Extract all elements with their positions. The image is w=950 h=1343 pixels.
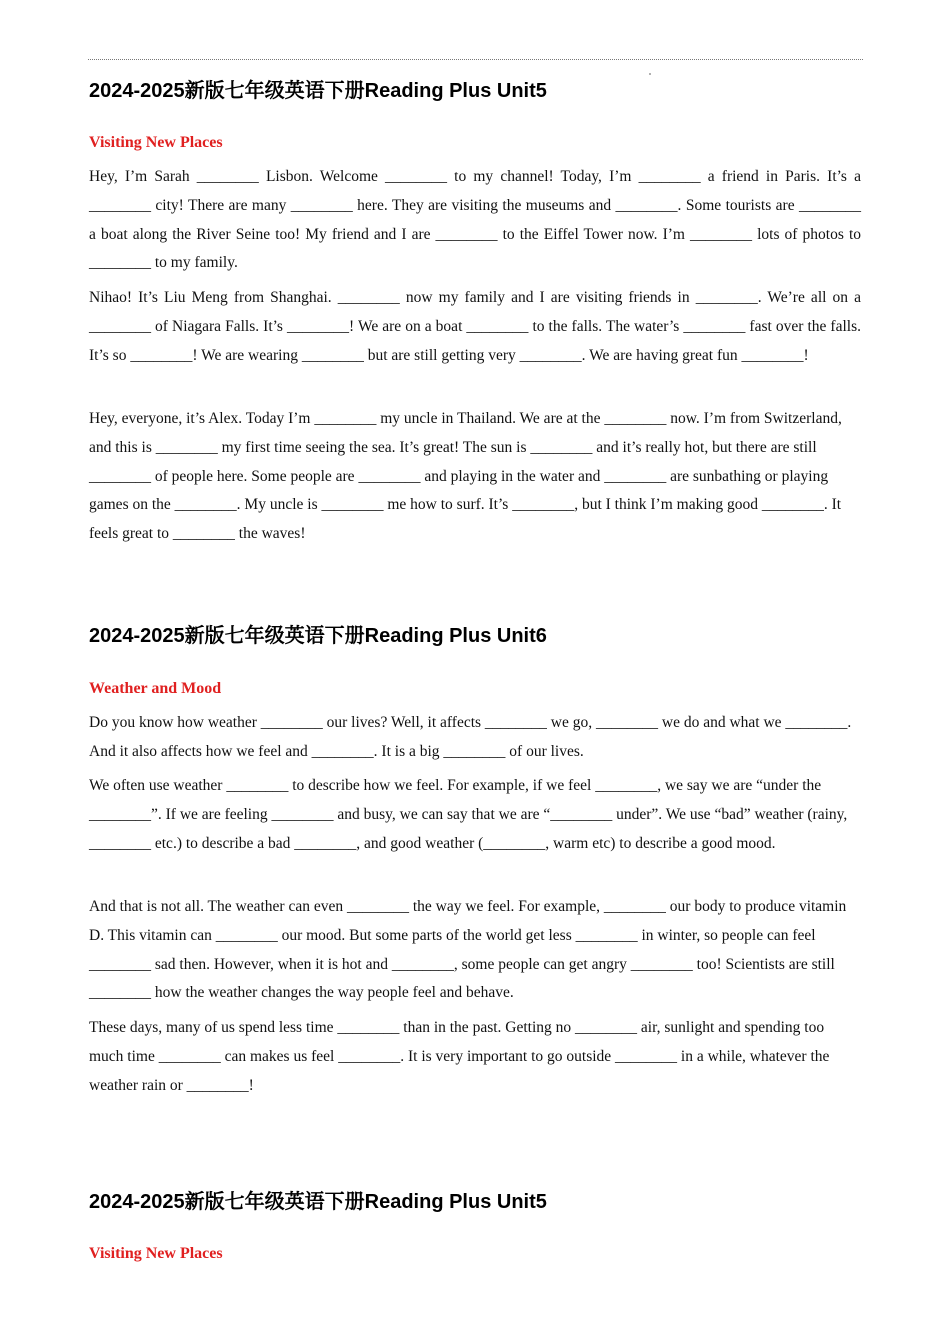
unit5-title: 2024-2025新版七年级英语下册Reading Plus Unit5: [89, 80, 547, 102]
unit5-paragraph-3: Hey, everyone, it’s Alex. Today I’m ________ my uncle in Thailand. We are at the ________ now. I’m from Switzerland, and this is ________ my first time seeing the sea. It’s great! The sun is ________ and it’s really hot, but there are still ________ of people here. Some people are ________ and playing in the water and ________ are sunbathing or playing games on the ________. My uncle is ________ me how to surf. It’s ________, but I think I’m making good ________. It feels great to ________ the waves!: [89, 410, 842, 543]
unit6-paragraph-2: We often use weather ________ to describe how we feel. For example, if we feel ________, we say we are “under the ________”. If we are feeling ________ and busy, we can say that we are “________ under”. We use “bad” weather (rainy, ________ etc.) to describe a bad ________, and good weather (________, warm etc) to describe a good mood.: [89, 777, 848, 852]
unit6-title: 2024-2025新版七年级英语下册Reading Plus Unit6: [89, 625, 547, 647]
header-dotted-rule: [88, 59, 863, 60]
unit6-paragraph-3: And that is not all. The weather can even ________ the way we feel. For example, ________ our body to produce vitamin D. This vitamin can ________ our mood. But some parts of the world get less ________ in winter, so people can feel ________ sad then. However, when it is hot and ________, some people can get angry ________ too! Scientists are still ________ how the weather changes the way people feel and behave.: [89, 898, 847, 1002]
unit6-paragraph-1: Do you know how weather ________ our lives? Well, it affects ________ we go, ________ we do and what we ________. And it also affects how we feel and ________. It is a big ________ of our lives.: [89, 714, 852, 760]
unit5-subtitle: Visiting New Places: [89, 134, 223, 151]
unit5-paragraph-2: Nihao! It’s Liu Meng from Shanghai. ________ now my family and I are visiting friends in ________. We’re all on a ________ of Niagara Falls. It’s ________! We are on a boat ________ to the falls. The water’s ________ fast over the falls. It’s so ________! We are wearing ________ but are still getting very ________. We are having great fun ________!: [89, 289, 861, 364]
header-dot: [649, 73, 651, 75]
unit6-paragraph-4: These days, many of us spend less time ________ than in the past. Getting no ________ air, sunlight and spending too much time ________ can makes us feel ________. It is very important to go outside ________ in a while, whatever the weather rain or ________!: [89, 1019, 830, 1094]
unit5-paragraph-1: Hey, I’m Sarah ________ Lisbon. Welcome ________ to my channel! Today, I’m ________ a friend in Paris. It’s a ________ city! There are many ________ here. They are visiting the museums and ________. Some tourists are ________ a boat along the River Seine too! My friend and I are ________ to the Eiffel Tower now. I’m ________ lots of photos to ________ to my family.: [89, 168, 861, 272]
unit5-repeat-subtitle: Visiting New Places: [89, 1245, 223, 1262]
unit5-repeat-title: 2024-2025新版七年级英语下册Reading Plus Unit5: [89, 1191, 547, 1213]
unit6-subtitle: Weather and Mood: [89, 680, 222, 697]
